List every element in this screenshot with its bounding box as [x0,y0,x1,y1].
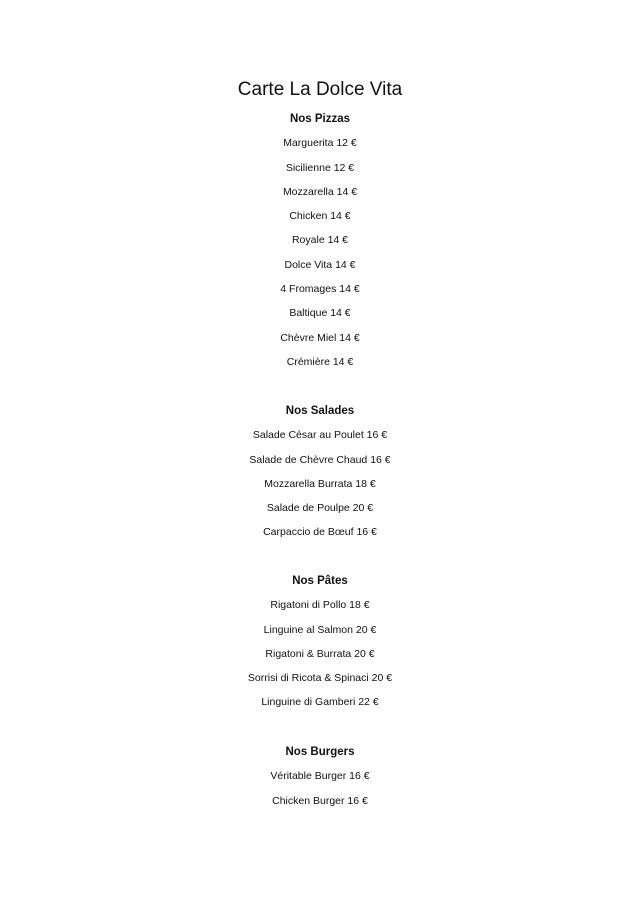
menu-item: Salade de Chèvre Chaud 16 € [249,453,391,466]
menu-item: Salade de Poulpe 20 € [266,502,374,515]
section-pates [0,574,640,720]
menu-item: Royale 14 € [291,234,349,247]
menu-title: Carte La Dolce Vita [237,79,403,100]
menu-item: Mozzarella 14 € [282,185,358,198]
menu-item: Chicken 14 € [289,210,351,223]
menu-item: Chèvre Miel 14 € [280,331,360,344]
menu-item: Carpaccio de Bœuf 16 € [263,526,377,539]
section-salades [0,404,640,550]
section-heading-burgers: Nos Burgers [285,746,355,758]
section-burgers [0,745,640,818]
section-heading-pizzas: Nos Pizzas [289,113,351,125]
menu-item: Sorrisi di Ricota & Spinaci 20 € [247,672,393,685]
menu-item: Rigatoni di Pollo 18 € [270,599,370,612]
menu-item: Linguine di Gamberi 22 € [261,696,379,709]
menu-item: Sicilienne 12 € [285,161,355,174]
menu-item: Linguine al Salmon 20 € [263,623,377,636]
menu-item: Dolce Vita 14 € [284,258,356,271]
menu-item: Baltique 14 € [289,307,351,320]
menu-item: Crémière 14 € [286,355,354,368]
section-heading-pates: Nos Pâtes [292,575,348,587]
menu-item: Rigatoni & Burrata 20 € [265,647,375,660]
menu-item: Véritable Burger 16 € [270,770,370,783]
section-heading-salades: Nos Salades [285,405,355,417]
menu-item: Marguerita 12 € [283,137,357,150]
section-pizzas [0,112,640,379]
menu-item: 4 Fromages 14 € [280,283,360,296]
menu-item: Chicken Burger 16 € [272,794,368,807]
menu-item: Mozzarella Burrata 18 € [264,477,376,490]
menu-item: Salade César au Poulet 16 € [252,429,388,442]
